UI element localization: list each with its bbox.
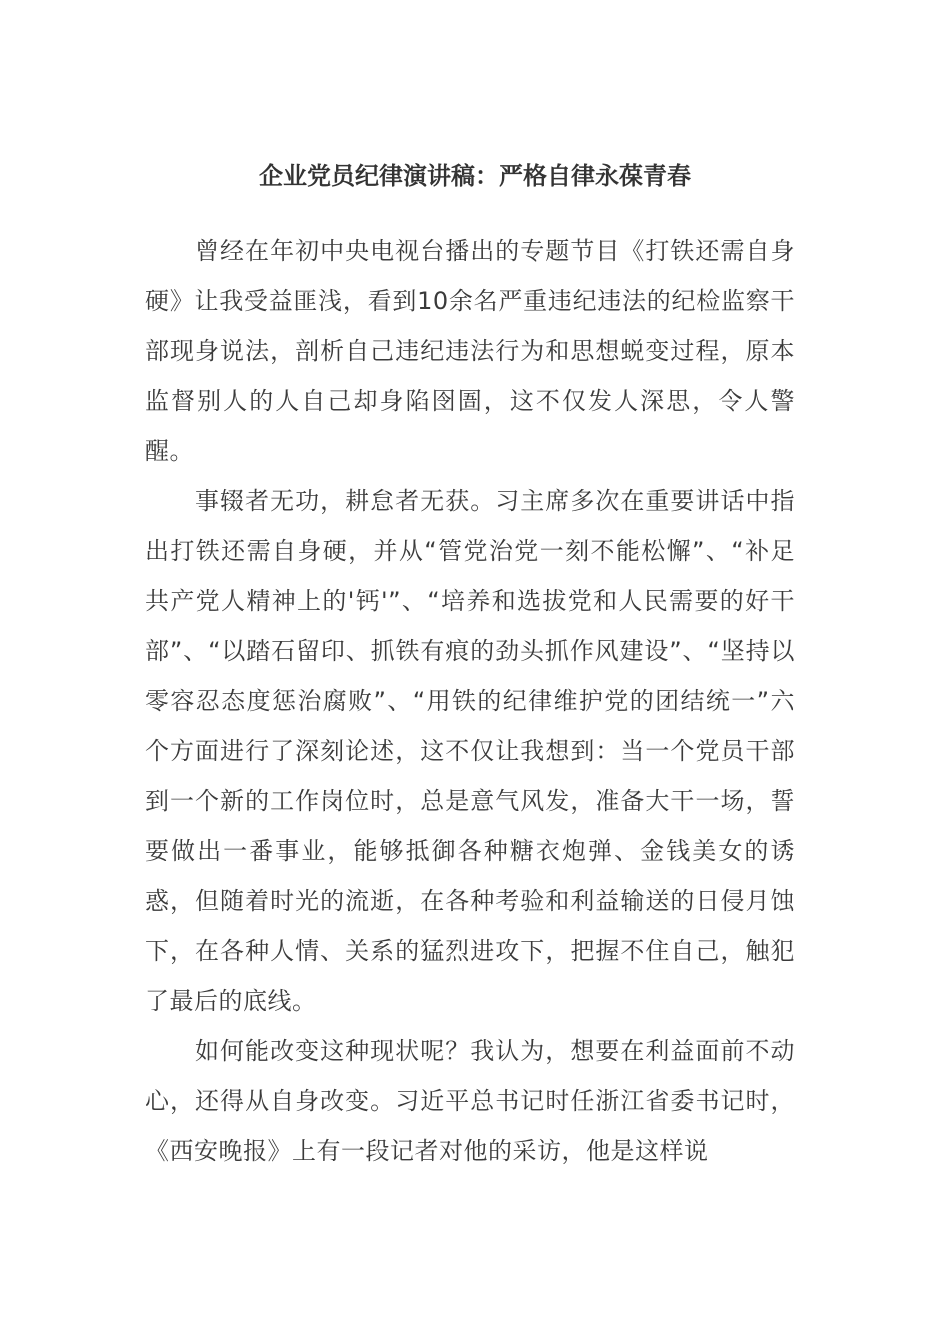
document-body (145, 226, 795, 1176)
paragraph-2: 事辍者无功，耕怠者无获。习主席多次在重要讲话中指出打铁还需自身硬，并从“管党治党一刻不能松懈”、“补足共产党人精神上的'钙'”、“培养和选拔党和人民需要的好干部”、“以踏石留印、抓铁有痕的劲头抓作风建设”、“坚持以零容忍态度惩治腐败”、“用铁的纪律维护党的团结统一”六个方面进行了深刻论述，这不仅让我想到：当一个党员干部到一个新的工作岗位时，总是意气风发，准备大干一场，誓要做出一番事业，能够抵御各种糖衣炮弹、金钱美女的诱惑，但随着时光的流逝，在各种考验和利益输送的日侵月蚀下，在各种人情、关系的猛烈进攻下，把握不住自己，触犯了最后的底线。 (145, 487, 795, 1015)
document-title: 企业党员纪律演讲稿：严格自律永葆青春 (259, 162, 691, 190)
paragraph-3: 如何能改变这种现状呢？我认为，想要在利益面前不动心，还得从自身改变。习近平总书记时任浙江省委书记时，《西安晚报》上有一段记者对他的采访，他是这样说 (145, 1037, 795, 1165)
paragraph-1: 曾经在年初中央电视台播出的专题节目《打铁还需自身硬》让我受益匪浅，看到10余名严重违纪违法的纪检监察干部现身说法，剖析自己违纪违法行为和思想蜕变过程，原本监督别人的人自己却身陷囹圄，这不仅发人深思，令人警醒。 (145, 237, 795, 465)
